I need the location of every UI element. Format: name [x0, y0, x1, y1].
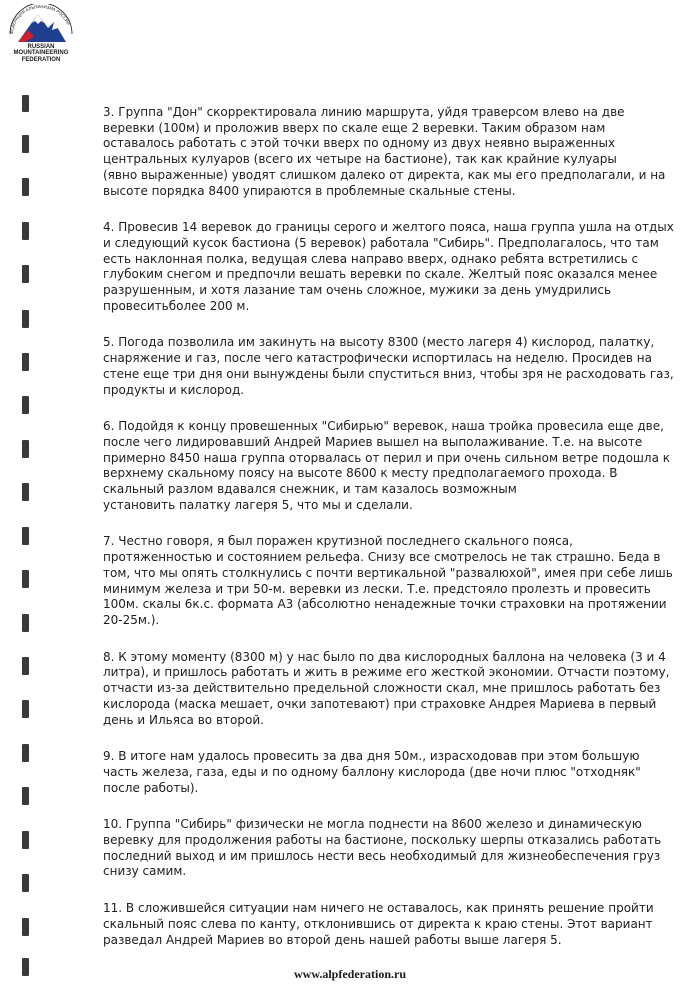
- paragraph-7: 7. Честно говоря, я был поражен крутизной последнего скального пояса, протяженностью и состоянием рельефа. Снизу все смотрелось не так страшно. Беда в том, что мы опять столкнулись с почти вертикальной "развалюхой", имея при себе лишь минимум железа и три 50-м. веревки из лески. Т.е. предстояло пролезть и провесить 100м. скалы 6к.с. формата А3 (абсолютно ненадежные точки страховки на протяжении 20-25м.).: [103, 534, 673, 627]
- paragraph-3: 3. Группа "Дон" скорректировала линию маршрута, уйдя траверсом влево на две веревки (100м) и проложив вверх по скале еще 2 веревки. Таким образом нам оставалось работать с этой точки вверх по одному из двух неявно выраженных центральных кулуаров (всего их четыре на бастионе), так как крайние кулуары (явно выраженные) уводят слишком далеко от директа, как мы его предполагали, и на высоте порядка 8400 упираются в проблемные скальные стены.: [103, 105, 666, 198]
- logo-line-2: MOUNTAINEERING: [13, 50, 69, 57]
- paragraph-5: 5. Погода позволила им закинуть на высоту 8300 (место лагеря 4) кислород, палатку, снаряжение и газ, после чего катастрофически испортилась на неделю. Просидев на стене еще три дня они вынуждены были спуститься вниз, чтобы зря не расходовать газ, продукты и кислород.: [103, 335, 674, 397]
- federation-logo: [4, 4, 78, 66]
- logo-caption: [6, 44, 76, 63]
- logo-line-3: FEDERATION: [21, 56, 61, 63]
- footer-url[interactable]: www.alpfederation.ru: [294, 967, 406, 981]
- binding-mark: [22, 353, 29, 371]
- paragraph-10: 10. Группа "Сибирь" физически не могла поднести на 8600 железо и динамическую веревку для продолжения работы на бастионе, поскольку шерпы отказались работать последний выход и им пришлось нести весь необходимый для жизнеобеспечения груз снизу самим.: [103, 817, 662, 879]
- binding-mark: [22, 396, 29, 414]
- binding-mark: [22, 614, 29, 632]
- binding-mark: [22, 310, 29, 328]
- binding-mark: [22, 135, 29, 153]
- binding-mark: [22, 440, 29, 458]
- paragraph-11: 11. В сложившейся ситуации нам ничего не оставалось, как принять решение пройти скальный пояс слева по канту, отклонившись от директа к краю стены. Этот вариант разведал Андрей Мариев во второй день нашей работы выше лагеря 5.: [103, 901, 654, 947]
- logo-line-1: RUSSIAN: [27, 44, 55, 50]
- binding-mark: [22, 787, 29, 805]
- binding-mark: [22, 570, 29, 588]
- paragraph-8: 8. К этому моменту (8300 м) у нас было по два кислородных баллона на человека (3 и 4 литра), и пришлось работать и жить в режиме его жесткой экономии. Отчасти поэтому, отчасти из-за действительно предельной сложности скал, мне пришлось работать без кислорода (маска мешает, очки запотевают) при страховке Андрея Мариева в первый день и Ильяса во второй.: [103, 649, 670, 727]
- binding-mark: [22, 831, 29, 849]
- binding-mark: [22, 918, 29, 936]
- paragraph-9: 9. В итоге нам удалось провесить за два дня 50м., израсходовав при этом большую часть железа, газа, еды и по одному баллону кислорода (две ночи плюс "отходняк" после работы).: [103, 749, 641, 795]
- paragraph-6: 6. Подойдя к концу провешенных "Сибирью" веревок, наша тройка провесила еще две, после чего лидировавший Андрей Мариев вышел на выполаживание. Т.е. на высоте примерно 8450 наша группа оторвалась от перил и при очень сильном ветре подошла к верхнему скальному поясу на высоте 8600 к месту предполагаемого прохода. В скальный разлом вдавался снежник, и там казалось возможным установить палатку лагеря 5, что мы и сделали.: [103, 419, 670, 512]
- binding-mark: [22, 95, 29, 112]
- binding-mark: [22, 657, 29, 675]
- report-body: [103, 105, 685, 969]
- logo-arc-text: ФЕДЕРАЦИЯ АЛЬПИНИЗМА РОССИИ: [8, 4, 72, 35]
- binding-mark: [22, 744, 29, 762]
- binding-mark: [22, 483, 29, 501]
- mountain-logo-icon: [4, 4, 78, 46]
- binding-mark: [22, 874, 29, 892]
- binding-mark: [22, 700, 29, 718]
- paragraph-4: 4. Провесив 14 веревок до границы серого и желтого пояса, наша группа ушла на отдых и следующий кусок бастиона (5 веревок) работала "Сибирь". Предполагалось, что там есть наклонная полка, ведущая слева направо вверх, однако ребята встретились с глубоким снегом и предпочли вешать веревки по скале. Желтый пояс оказался менее разрушенным, и хотя лазание там очень сложное, мужики за день умудрились провеситьболее 200 м.: [103, 220, 674, 313]
- binding-mark: [22, 222, 29, 240]
- binding-mark: [22, 527, 29, 545]
- binding-mark: [22, 265, 29, 283]
- binding-mark: [22, 178, 29, 196]
